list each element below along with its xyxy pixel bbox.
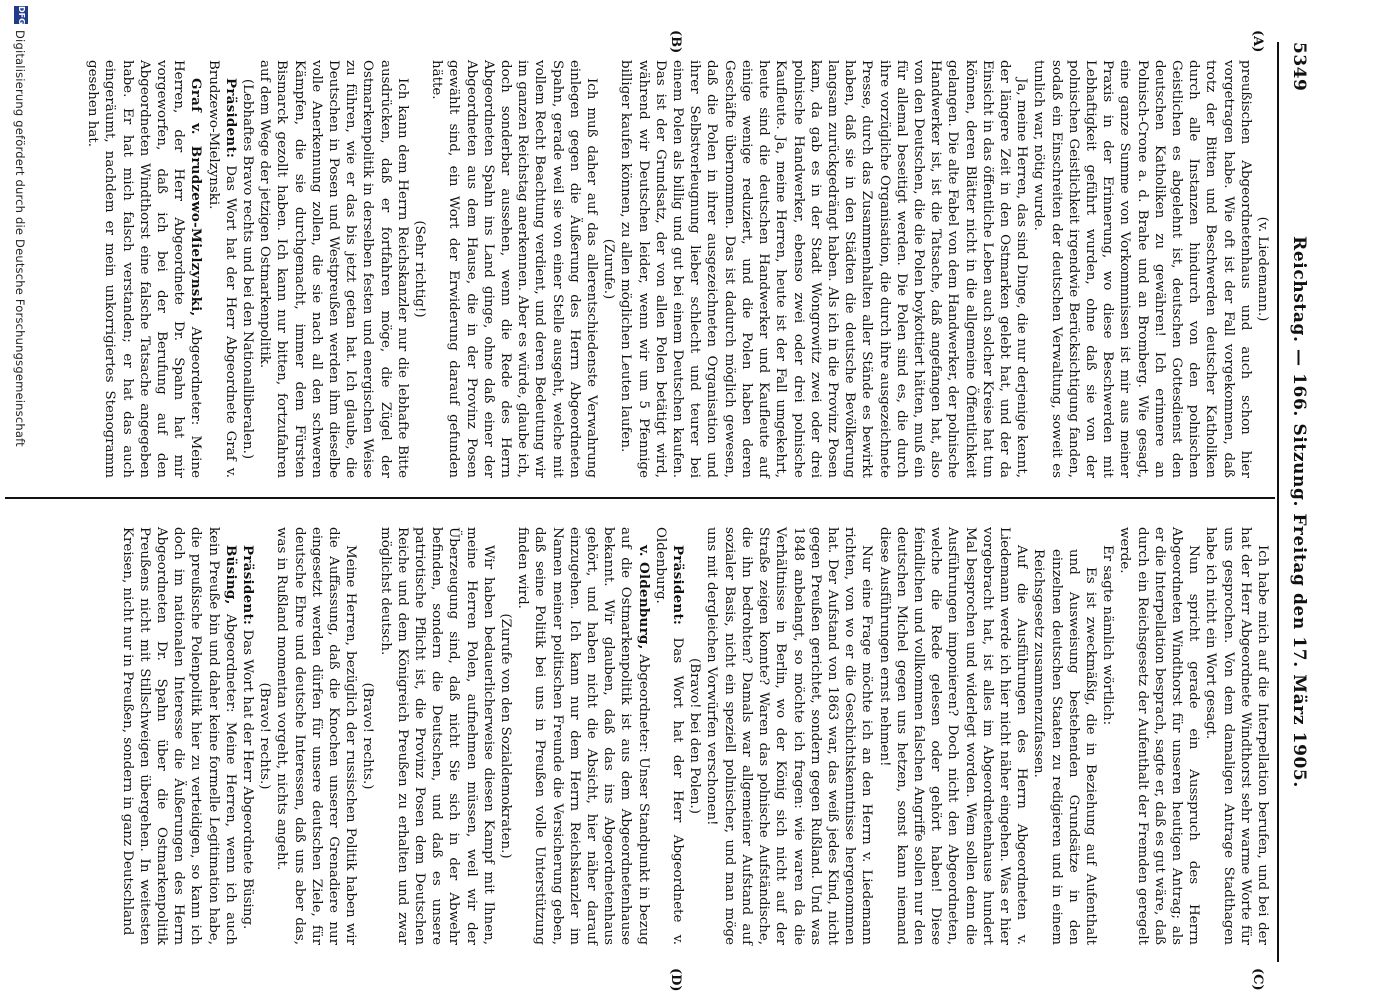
dfg-logo-icon: DFG	[14, 6, 28, 24]
margin-marker-a: (A)	[1250, 30, 1265, 53]
left-column	[84, 60, 1271, 478]
quotation: Es ist zweckmäßig, die in Beziehung auf Aufenthalt und Ausweisung bestehenden Grundsätze in den einzelnen deutschen Staaten zu redigieren und in einem Reichsgesetz zusammenzufassen.	[1031, 549, 1098, 945]
page-header	[1279, 42, 1313, 962]
paragraph: Ich kann dem Herrn Reichskanzler nur die lebhafte Bitte ausdrücken, daß er fortfahren möge, die Zügel der Ostmarkenpolitik in derselben festen und energischen Weise zu führen, wie er das bis jetzt getan hat. Ich glaube, die Deutschen in Posen und Westpreußen werden ihm dieselbe volle Anerkennung zollen, die sie nach all den schweren Kämpfen, die sie durchgemacht, immer dem Fürsten Bismarck gezollt haben. Ich kann nur bitten, fortzufahren auf dem Wege der jetzigen Ostmarkenpolitik.	[257, 60, 410, 478]
paragraph: Auf die Ausführungen des Herrn Abgeordneten v. Liedemann werde ich hier nicht näher eingehen. Was er hier vorgebracht hat, ist alles im Abgeordnetenhause hundert Mal besprochen und widerlegt worden. Wem sollen denn die Ausführungen imponieren? Doch nicht den Abgeordneten, welche die Rede gelesen oder gehört haben! Diese feindlichen und vollkommen falschen Angriffe sollen nur den deutschen Michel gegen uns hetzen, sonst kann niemand diese Ausführungen ernst nehmen!	[876, 527, 1030, 945]
president-label: Präsident:	[222, 78, 239, 159]
interjection: (Zurufe.)	[601, 238, 617, 300]
column-divider	[5, 497, 1275, 499]
applause-note: (Bravo! rechts.)	[257, 682, 273, 790]
margin-marker-d: (D)	[668, 968, 683, 992]
president-text: Das Wort hat der Herr Abgeordnete Büsing.	[240, 629, 256, 930]
speaker-name: Graf v. Brudzewo-Mielzynski,	[188, 78, 205, 317]
paragraph: Ich habe mich auf die Interpellation berufen, und bei der hat der Herr Abgeordnete Windthorst sehr warme Worte für uns gesprochen. Von dem damaligen Antrage Stadthagen habe ich nicht ein Wort gesagt.	[1203, 527, 1270, 945]
paragraph: Ich muß daher auf das allerentschiedenste Verwahrung einlegen gegen die Äußerung des Herrn Abgeordneten Spahn, gerade weil sie von einer Stelle ausgeht, welche mit vollem Recht Beachtung verdient, und deren Bedeutung wir im ganzen Reichstag anerkennen. Aber es würde, glaube ich, doch sonderbar aussehen, wenn die Rede des Herrn Abgeordneten Spahn ins Land ginge, ohne daß einer der Abgeordneten aus dem Hause, die in der Provinz Posen gewählt sind, ein Wort der Erwiderung darauf gefunden hätte.	[429, 60, 600, 478]
page-number: 5349	[1289, 42, 1309, 92]
credit-text: Digitalisierung gefördert durch die Deutsche Forschungsgemeinschaft	[13, 30, 27, 447]
interjection: (Bravo! rechts.)	[360, 682, 376, 790]
speech-text: Abgeordneter: Meine Herren, wenn ich auch kein Preuße bin und daher keine formelle Legitimation habe, die preußische Polenpolitik hier zu verteidigen, so kann ich doch im nationalen Interesse die Äußerungen des Herrn Abgeordneten Dr. Spahn über die Ostmarkenpolitik Preußens nicht mit Stillschweigen übergehen. In weitesten Kreisen, nicht nur in Preußen, sondern in ganz Deutschland	[119, 527, 238, 945]
interjection: (Sehr richtig!)	[412, 220, 428, 318]
speech-opening	[84, 60, 204, 478]
paragraph: Ja, meine Herren, das sind Dinge, die nur derjenige kennt, der längere Zeit in den Ostmarken gelebt hat, und der da Einsicht in das öffentliche Leben auch solcher Kreise hat tun können, deren Blätter nicht in die allgemeine Öffentlichkeit gelangen. Die alte Fabel von dem Handwerker, der polnische Handwerker ist, ist die Tatsache, daß angefangen hat, also von den Deutschen, die die Polen boykottiert hätten, muß ein für allemal beseitigt werden. Die Polen sind es, die durch ihre vorzügliche Organisation, die durch ihre ausgezeichnete Presse, durch das Zusammenhalten aller Stände es bewirkt haben, daß sie in den Städten die deutsche Bevölkerung langsam zurückgedrängt haben. Als ich in die Provinz Posen kam, da gab es in der Stadt Wongrowitz zwei oder drei polnische Handwerker, ebenso zwei oder drei polnische Kaufleute. Ja, meine Herren, heute ist der Fall umgekehrt, heute sind die deutschen Handwerker und Kaufleute auf einige wenige reduziert, und die Polen haben deren Geschäfte übernommen. Das ist dadurch möglich gewesen, daß die Polen in ihrer ausgezeichneten Organisation und ihrer Selbstverleugnung lieber schlecht und teurer bei einem Polen als billig und gut bei einem Deutschen kaufen. Das ist der Grundsatz, der von allen Polen betätigt wird, während wir Deutschen leider, wenn wir um 5 Pfennige billiger kaufen können, zu allen möglichen Leuten laufen.	[618, 60, 1030, 478]
president-line	[652, 527, 686, 945]
paragraph: Meine Herren, bezüglich der russischen Politik haben wir die Auffassung, daß die Knochen unserer Grenadiere nur eingesetzt werden dürfen für unsere deutschen Ziele, für deutsche Ehre und deutsche Interessen, daß uns aber das, was in Rußland momentan vorgeht, nichts angeht.	[274, 527, 359, 945]
paragraph: Er sagte nämlich wörtlich:	[1100, 545, 1116, 726]
margin-marker-c: (C)	[1250, 968, 1265, 991]
margin-marker-b: (B)	[668, 30, 683, 54]
paragraph: preußischen Abgeordnetenhaus und auch schon hier vorgetragen habe. Wie oft ist der Fall vorgekommen, daß trotz der Bitten und Beschwerden deutscher Katholiken durch alle Instanzen hindurch von den polnischen Geistlichen es abgelehnt ist, deutschen Gottesdienst den deutschen Katholiken zu gewähren! Ich erinnere an Polnisch-Crone a. d. Brahe und an Bromberg. Wie gesagt, eine ganze Summe von Vorkommnissen ist mir aus meiner Praxis in der Erinnerung, wo diese Beschwerden mit Lebhaftigkeit geführt wurden, ohne daß sie von der polnischen Geistlichkeit irgendwie Berücksichtigung fanden, sodaß ein Einschreiten der deutschen Verwaltung, soweit es tunlich war, nötig wurde.	[1031, 60, 1253, 478]
header-rule	[1277, 42, 1279, 962]
president-label: Präsident:	[670, 545, 687, 626]
speech-text: Abgeordneter: Unser Standpunkt in bezug auf die Ostmarkenpolitik ist aus dem Abgeordnetenhause bekannt. Wir glauben, daß das ins Abgeordnetenhaus gehört, und haben nicht die Absicht, hier näher darauf einzugehen. Ich kann nur dem Herrn Reichskanzler im Namen meiner politischen Freunde die Versicherung geben, daß seine Politik bei uns in Preußen volle Unterstützung finden wird.	[515, 527, 651, 945]
interjection: (Zurufe von den Sozialdemokraten.)	[498, 613, 514, 859]
paragraph: Nur eine Frage möchte ich an den Herrn v. Liedemann richten, von wo er die Geschichtskenntnisse hergenommen hat. Der Aufstand von 1863 war, das weiß jedes Kind, nicht gegen Preußen gerichtet, sondern gegen Rußland. Und was 1848 anbelangt, so möchte ich fragen: wie waren da die Verhältnisse in Berlin, wo der König sich nicht auf der Straße zeigen konnte? Waren das polnische Aufständische, die ihn bedrohten? Damals war allgemeiner Aufstand auf sozialer Basis, nicht ein speziell polnischer, und man möge uns mit dergleichen Vorwürfen verschonen!	[704, 527, 875, 945]
speech-opening	[118, 527, 238, 945]
digitization-credit	[0, 0, 33, 1000]
speaker-tag: (v. Liedemann.)	[1255, 216, 1270, 322]
president-label: Präsident:	[240, 545, 257, 626]
president-text: Das Wort hat der Herr Abgeordnete Graf v. Brudzewo-Mielzynski.	[205, 60, 238, 478]
president-line	[204, 60, 238, 478]
speech-text: Abgeordneter: Meine Herren, der Herr Abgeordnete Dr. Spahn hat mir vorgeworfen, daß ich bei der Berufung auf den Abgeordneten Windthorst eine falsche Tatsache angegeben habe. Er hat mich falsch verstanden; er hat das auch eingeräumt, nachdem er mein unkorrigiertes Stenogramm gesehen hat.	[85, 60, 204, 478]
president-text: Das Wort hat der Herr Abgeordnete v. Oldenburg.	[652, 527, 686, 945]
speaker-name: v. Oldenburg,	[635, 545, 652, 650]
paragraph: Nun spricht gerade ein Ausspruch des Herrn Abgeordneten Windthorst für unseren heutigen Antrag; als er die Interpellation besprach, sagte er, daß es gut wäre, daß durch ein Reichsgesetz der Aufenthalt der Fremden geregelt werde.	[1117, 527, 1202, 945]
right-column	[118, 527, 1271, 945]
paragraph: Wir haben bedauerlicherweise diesen Kampf mit Ihnen, meine Herren Polen, aufnehmen müssen, weil wir der Überzeugung sind, daß nicht Sie sich in der Abwehr befinden, sondern die Deutschen, und daß es unsere patriotische Pflicht ist, die Provinz Posen dem Deutschen Reiche und dem Königreich Preußen zu erhalten und zwar möglichst deutsch.	[377, 527, 496, 945]
speech-opening	[514, 527, 652, 945]
applause-note: (Bravo! bei den Polen.)	[687, 658, 703, 814]
speaker-name: Büsing,	[222, 545, 239, 605]
running-head: Reichstag. — 166. Sitzung. Freitag den 17. März 1905.	[1289, 236, 1309, 788]
applause-note: (Lebhaftes Bravo rechts und bei den Nationalliberalen.)	[240, 78, 256, 460]
president-line	[239, 527, 256, 945]
